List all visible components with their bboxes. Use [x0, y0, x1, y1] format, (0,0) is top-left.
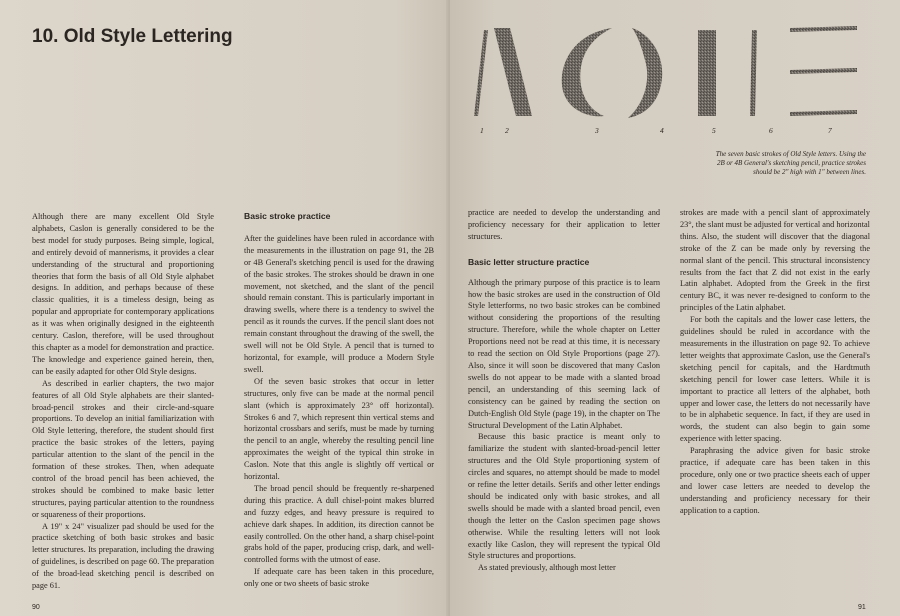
- paragraph: Of the seven basic strokes that occur in letter structures, only five can be made at the normal pencil slant (which is approximately 23° off horizontal). Strokes 6 and 7, which represent thin vertical stems and horizontal crossbars and serifs, must be made by turning the pencil to an angle, whereby the resulting pencil line approximates the weight of the typical thin stroke in Caslon. Note that this angle is slightly off vertical or horizontal.: [244, 376, 434, 482]
- stroke-number: 4: [660, 126, 664, 135]
- stroke-number: 7: [828, 126, 832, 135]
- chapter-title: 10. Old Style Lettering: [32, 26, 233, 47]
- paragraph: As described in earlier chapters, the two major features of all Old Style alphabets are their slanted-broad-pencil strokes and their circle-and-square proportions. To develop an initial familiarization with Old Style lettering, therefore, the student should first practice the basic strokes of the letters, paying particular attention to the slant of the pencil in the formation of these strokes. Then, when adequate control of the broad pencil has been achieved, the strokes should be combined to make basic letter structures, paying particular attention to the roundness or squareness of their proportions.: [32, 378, 214, 519]
- stroke-3-left-swell: [562, 28, 612, 116]
- paragraph: As stated previously, although most letter: [478, 563, 616, 573]
- stroke-7-horizontal-bottom: [790, 110, 857, 116]
- stroke-number: 6: [769, 126, 773, 135]
- paragraph: Although the primary purpose of this practice is to learn how the basic strokes are used in the construction of Old Style letterforms, no two basic strokes can be combined without considering the proportions of the resulting structure. Therefore, while the whole chapter on Letter Proportions need not be read at this time, it is necessary to read the section on Old Style Proportions (page 27). Also, since it will soon be discovered that many Caslon swells do not appear to be made with a slanted broad pencil, an understanding of this seeming lack of consistency can be gained by reading the section on Dutch-English Old Style (page 19), in the chapter on The Structural Development of the Latin Alphabet.: [468, 277, 660, 430]
- stroke-6-thin-vertical: [750, 30, 757, 116]
- stroke-number: 1: [480, 126, 484, 135]
- stroke-2-thick-diagonal: [494, 28, 532, 116]
- paragraph: The broad pencil should be frequently re-sharpened during this practice. A dull chisel-point makes blurred and fuzzy edges, and heavy pressure is required to achieve dark shapes. In addition, its direction cannot be easily controlled. On the other hand, a sharp chisel-point grabs hold of the paper, producing crisp, dark, and well-controlled forms with the utmost of ease.: [244, 483, 434, 565]
- stroke-7-horizontal-top: [790, 26, 857, 32]
- paragraph: If adequate care has been taken in this procedure, only one or two sheets of basic stroke: [244, 567, 434, 589]
- right-column-1: [468, 207, 660, 574]
- paragraph: For both the capitals and the lower case letters, the guidelines should be ruled in accordance with the measurements in the illustration on page 92. To achieve letter weights that approximate Caslon, use the General's sketching pencil for capitals, and the Hardtmuth sketching pencil for lower case letters. While it is important to practice all letters of the alphabet, both upper and lower case, the letters do not necessarily have to be in alphabetic sequence. In fact, if they are used in words, the student can also begin to gain some experience with letter spacing.: [680, 315, 870, 444]
- page-number-right: 91: [858, 604, 866, 611]
- left-column-1: [32, 211, 214, 592]
- paragraph: A 19" x 24" visualizer pad should be used for the practice sketching of both basic strokes and basic letter structures. Its preparation, including the drawing of guidelines, is described on page 60. The preparation of the broad-lead sketching pencil is described on page 61.: [32, 521, 214, 591]
- paragraph: practice are needed to develop the understanding and proficiency necessary for their application to letter structures.: [468, 208, 660, 241]
- paragraph: strokes are made with a pencil slant of approximately 23°, the slant must be adjusted for vertical and horizontal thins. Also, the student will discover that the diagonal stroke of the Z can be made only by reversing the normal slant of the pencil. This structural inconsistency results from the fact that Z did not exist in the early Latin alphabet. Adopted from the Greek in the first century BC, it was never re-designed to conform to the principles of the Latin alphabet.: [680, 208, 870, 313]
- right-column-2: [680, 207, 870, 517]
- page-number-left: 90: [32, 604, 40, 611]
- stroke-5-thick-vertical: [698, 30, 716, 116]
- figure-caption: The seven basic strokes of Old Style letters. Using the 2B or 4B General's sketching pencil, practice strokes should be 2" high with 1" between lines.: [715, 150, 866, 176]
- stroke-number: 5: [712, 126, 716, 135]
- stroke-number: 2: [505, 126, 509, 135]
- paragraph: Although there are many excellent Old Style alphabets, Caslon is generally considered to be the best model for study purposes. Being simple, logical, and entirely devoid of mannerisms, it provides a clear understanding of the structural and proportioning theories that form the basis of all Old Style alphabet designs. In addition, and perhaps because of these classic qualities, it is a timeless design, being as popular and appropriate for contemporary applications as it was when originally designed in the eighteenth century. Caslon, therefore, will be used throughout this chapter as a model for demonstration and practice. The knowledge and experience gained herein, then, can be easily adapted for other Old Style designs.: [32, 212, 214, 376]
- section-heading-letter-structure: Basic letter structure practice: [468, 256, 590, 267]
- stroke-number: 3: [595, 126, 599, 135]
- stroke-1-thin-diagonal: [474, 30, 488, 116]
- stroke-4-right-swell: [628, 28, 662, 118]
- basic-strokes-illustration: [472, 20, 862, 125]
- section-heading-basic-stroke: Basic stroke practice: [244, 211, 331, 221]
- paragraph: Because this basic practice is meant only to familiarize the student with slanted-broad-pencil letter structures and the Old Style proportioning system of circles and squares, no attempt should be made to model or refine the letter details. Serifs and other letter endings should be indicated only with basic strokes, and all swells should be made with a slanted broad pencil, even though the letter on the Caslon specimen page shows otherwise. While the resulting letters will not look exactly like Caslon, they will represent the typical Old Style structures and proportions.: [468, 432, 660, 561]
- paragraph: After the guidelines have been ruled in accordance with the measurements in the illustration on page 91, the 2B or 4B General's sketching pencil is used for the drawing of the basic strokes. The strokes should be drawn in one movement, not sketched, and the slant of the pencil should remain constant. This is particularly important in drawing swells, where there is a tendency to swivel the pencil as it rounds the curves. If the pencil slant does not remain constant throughout the drawing of the swell, the swell will not be Old Style. A pencil that is turned to horizontal, for example, will produce a Modern Style swell.: [244, 233, 434, 374]
- stroke-7-horizontal-middle: [790, 68, 857, 74]
- paragraph: Paraphrasing the advice given for basic stroke practice, if adequate care has been taken in this procedure, only one or two practice sheets each of upper and lower case letters are needed to develop the understanding and proficiency necessary for their application to a caption.: [680, 446, 870, 515]
- left-column-2: [244, 211, 434, 590]
